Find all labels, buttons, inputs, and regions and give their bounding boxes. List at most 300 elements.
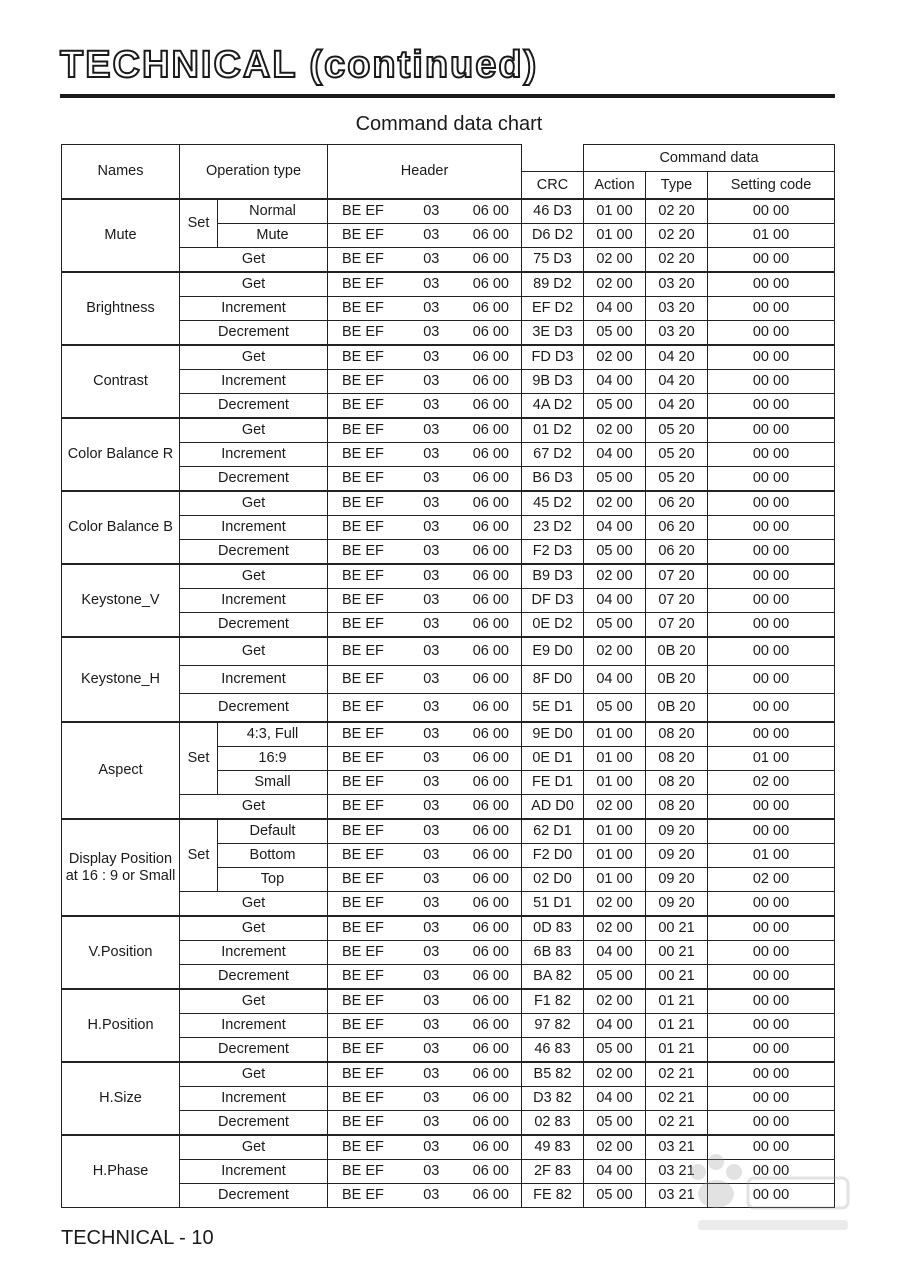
setting-code-cell: 00 00 [708, 370, 835, 394]
header-bytes-cell [328, 1014, 522, 1038]
action-cell: 05 00 [584, 1111, 646, 1136]
header-bytes-cell [328, 297, 522, 321]
header-byte: 06 00 [472, 750, 509, 767]
operation-cell: Get [180, 564, 328, 589]
header-byte: 06 00 [472, 568, 509, 585]
header-byte: 03 [423, 276, 440, 293]
operation-cell: Decrement [180, 965, 328, 990]
header-byte: 03 [423, 324, 440, 341]
operation-cell: Decrement [180, 1184, 328, 1208]
header-byte: BE EF [342, 568, 384, 585]
setting-code-cell: 00 00 [708, 491, 835, 516]
crc-cell: 01 D2 [522, 418, 584, 443]
type-cell: 06 20 [646, 540, 708, 565]
header-bytes [328, 993, 521, 1010]
header-byte: 03 [423, 446, 440, 463]
setting-code-cell: 00 00 [708, 418, 835, 443]
header-byte: 06 00 [472, 251, 509, 268]
header-bytes [328, 968, 521, 985]
type-cell: 04 20 [646, 370, 708, 394]
table-row [62, 564, 835, 589]
type-cell: 03 20 [646, 297, 708, 321]
group-name-cell: H.Position [62, 989, 180, 1062]
group-name-cell: Display Position at 16 : 9 or Small [62, 819, 180, 916]
table-row [62, 637, 835, 666]
header-byte: 03 [423, 671, 440, 688]
setting-code-cell: 00 00 [708, 272, 835, 297]
header-bytes [328, 300, 521, 317]
operation-cell: Get [180, 345, 328, 370]
table-row [62, 418, 835, 443]
header-byte: 03 [423, 920, 440, 937]
crc-cell: 46 83 [522, 1038, 584, 1063]
type-cell: 08 20 [646, 795, 708, 820]
header-byte: 03 [423, 349, 440, 366]
crc-cell: 89 D2 [522, 272, 584, 297]
crc-cell: 0E D1 [522, 747, 584, 771]
header-byte: BE EF [342, 227, 384, 244]
header-bytes [328, 895, 521, 912]
type-cell: 00 21 [646, 965, 708, 990]
header-bytes-cell [328, 771, 522, 795]
header-byte: 06 00 [472, 823, 509, 840]
header-bytes-cell [328, 1160, 522, 1184]
type-cell: 03 21 [646, 1135, 708, 1160]
action-cell: 01 00 [584, 747, 646, 771]
type-cell: 03 21 [646, 1160, 708, 1184]
header-byte: 03 [423, 251, 440, 268]
header-bytes [328, 1163, 521, 1180]
operation-cell: Get [180, 916, 328, 941]
header-bytes-cell [328, 795, 522, 820]
header-bytes-cell [328, 443, 522, 467]
header-byte: BE EF [342, 699, 384, 716]
header-byte: 06 00 [472, 847, 509, 864]
action-cell: 01 00 [584, 868, 646, 892]
header-bytes-cell [328, 965, 522, 990]
header-bytes [328, 324, 521, 341]
header-byte: 06 00 [472, 699, 509, 716]
header-byte: 06 00 [472, 300, 509, 317]
operation-cell: Get [180, 248, 328, 273]
crc-cell: 2F 83 [522, 1160, 584, 1184]
operation-cell: Decrement [180, 694, 328, 723]
action-cell: 02 00 [584, 795, 646, 820]
operation-cell: Increment [180, 443, 328, 467]
type-cell: 05 20 [646, 418, 708, 443]
setting-code-cell: 00 00 [708, 795, 835, 820]
crc-cell: 0D 83 [522, 916, 584, 941]
header-bytes [328, 1114, 521, 1131]
type-cell: 02 21 [646, 1087, 708, 1111]
header-byte: 06 00 [472, 592, 509, 609]
action-cell: 02 00 [584, 491, 646, 516]
group-name-cell: Color Balance R [62, 418, 180, 491]
header-byte: 03 [423, 774, 440, 791]
setting-code-cell: 00 00 [708, 916, 835, 941]
title-rule [60, 94, 835, 98]
col-header-names: Names [62, 145, 180, 200]
type-cell: 08 20 [646, 722, 708, 747]
header-byte: BE EF [342, 847, 384, 864]
header-byte: BE EF [342, 750, 384, 767]
table-row [62, 722, 835, 747]
table-row [62, 989, 835, 1014]
crc-cell: 67 D2 [522, 443, 584, 467]
operation-cell: Get [180, 637, 328, 666]
header-bytes-cell [328, 370, 522, 394]
operation-cell: Increment [180, 297, 328, 321]
header-byte: BE EF [342, 543, 384, 560]
operation-cell: Normal [218, 199, 328, 224]
header-byte: BE EF [342, 944, 384, 961]
header-byte: 03 [423, 592, 440, 609]
header-byte: 03 [423, 203, 440, 220]
header-bytes-cell [328, 722, 522, 747]
action-cell: 02 00 [584, 418, 646, 443]
type-cell: 09 20 [646, 819, 708, 844]
crc-cell: 23 D2 [522, 516, 584, 540]
header-bytes-cell [328, 516, 522, 540]
header-bytes-cell [328, 694, 522, 723]
header-byte: 03 [423, 643, 440, 660]
header-byte: 03 [423, 1114, 440, 1131]
crc-cell: 51 D1 [522, 892, 584, 917]
operation-cell: Decrement [180, 467, 328, 492]
setting-code-cell: 00 00 [708, 248, 835, 273]
header-byte: 03 [423, 519, 440, 536]
type-cell: 02 21 [646, 1111, 708, 1136]
header-byte: 03 [423, 300, 440, 317]
page-footer: TECHNICAL - 10 [61, 1227, 214, 1249]
action-cell: 02 00 [584, 1062, 646, 1087]
action-cell: 01 00 [584, 771, 646, 795]
crc-cell: 0E D2 [522, 613, 584, 638]
header-byte: BE EF [342, 1139, 384, 1156]
col-header-setting-code: Setting code [708, 172, 835, 200]
action-cell: 04 00 [584, 443, 646, 467]
header-byte: 03 [423, 373, 440, 390]
chart-subtitle: Command data chart [355, 113, 543, 135]
setting-code-cell: 00 00 [708, 941, 835, 965]
type-cell: 01 21 [646, 1038, 708, 1063]
type-cell: 09 20 [646, 892, 708, 917]
action-cell: 02 00 [584, 272, 646, 297]
header-byte: BE EF [342, 798, 384, 815]
header-bytes-cell [328, 1111, 522, 1136]
header-byte: BE EF [342, 643, 384, 660]
type-cell: 06 20 [646, 516, 708, 540]
type-cell: 01 21 [646, 989, 708, 1014]
header-byte: 06 00 [472, 798, 509, 815]
action-cell: 04 00 [584, 589, 646, 613]
header-byte: BE EF [342, 616, 384, 633]
operation-cell: Top [218, 868, 328, 892]
crc-cell: B6 D3 [522, 467, 584, 492]
setting-code-cell: 00 00 [708, 613, 835, 638]
header-byte: 03 [423, 847, 440, 864]
header-byte: 06 00 [472, 1114, 509, 1131]
header-byte: BE EF [342, 1017, 384, 1034]
crc-cell: E9 D0 [522, 637, 584, 666]
crc-cell: FE 82 [522, 1184, 584, 1208]
action-cell: 02 00 [584, 1135, 646, 1160]
action-cell: 05 00 [584, 965, 646, 990]
header-byte: 03 [423, 616, 440, 633]
operation-cell: Get [180, 1062, 328, 1087]
action-cell: 05 00 [584, 394, 646, 419]
header-byte: 06 00 [472, 1066, 509, 1083]
header-bytes-cell [328, 747, 522, 771]
header-byte: BE EF [342, 324, 384, 341]
header-byte: 03 [423, 1090, 440, 1107]
operation-cell: Mute [218, 224, 328, 248]
operation-cell: Get [180, 892, 328, 917]
operation-cell: Decrement [180, 613, 328, 638]
header-byte: 03 [423, 993, 440, 1010]
header-byte: 03 [423, 699, 440, 716]
table-row [62, 491, 835, 516]
setting-code-cell: 00 00 [708, 540, 835, 565]
header-bytes-cell [328, 868, 522, 892]
header-byte: BE EF [342, 993, 384, 1010]
header-byte: BE EF [342, 1041, 384, 1058]
action-cell: 02 00 [584, 892, 646, 917]
crc-cell: 75 D3 [522, 248, 584, 273]
header-byte: 06 00 [472, 643, 509, 660]
group-name-cell: Color Balance B [62, 491, 180, 564]
crc-cell: 02 D0 [522, 868, 584, 892]
header-byte: 06 00 [472, 373, 509, 390]
type-cell: 00 21 [646, 941, 708, 965]
group-name-cell: Contrast [62, 345, 180, 418]
header-bytes-cell [328, 637, 522, 666]
command-data-table [61, 144, 835, 1208]
header-byte: BE EF [342, 203, 384, 220]
setting-code-cell: 00 00 [708, 443, 835, 467]
header-bytes [328, 847, 521, 864]
header-bytes-cell [328, 345, 522, 370]
setting-code-cell: 02 00 [708, 868, 835, 892]
header-byte: BE EF [342, 726, 384, 743]
crc-cell: 9E D0 [522, 722, 584, 747]
header-byte: BE EF [342, 920, 384, 937]
type-cell: 03 20 [646, 321, 708, 346]
group-name-cell: H.Phase [62, 1135, 180, 1208]
header-byte: 03 [423, 823, 440, 840]
header-bytes [328, 519, 521, 536]
header-byte: 03 [423, 944, 440, 961]
type-cell: 04 20 [646, 345, 708, 370]
header-byte: 06 00 [472, 324, 509, 341]
setting-code-cell: 01 00 [708, 844, 835, 868]
setting-code-cell: 00 00 [708, 1062, 835, 1087]
type-cell: 00 21 [646, 916, 708, 941]
header-bytes-cell [328, 666, 522, 694]
type-cell: 0B 20 [646, 666, 708, 694]
col-header-operation-type: Operation type [180, 145, 328, 200]
crc-cell: 4A D2 [522, 394, 584, 419]
operation-cell: Increment [180, 666, 328, 694]
header-byte: 06 00 [472, 774, 509, 791]
header-byte: 03 [423, 1187, 440, 1204]
header-byte: 06 00 [472, 920, 509, 937]
operation-cell: Increment [180, 370, 328, 394]
setting-code-cell: 00 00 [708, 589, 835, 613]
operation-cell: Get [180, 272, 328, 297]
header-byte: BE EF [342, 871, 384, 888]
header-bytes-cell [328, 248, 522, 273]
action-cell: 04 00 [584, 1014, 646, 1038]
crc-cell: DF D3 [522, 589, 584, 613]
header-byte: 06 00 [472, 519, 509, 536]
header-bytes [328, 543, 521, 560]
header-byte: 06 00 [472, 944, 509, 961]
header-bytes [328, 227, 521, 244]
crc-cell: 49 83 [522, 1135, 584, 1160]
header-bytes [328, 823, 521, 840]
action-cell: 01 00 [584, 819, 646, 844]
header-byte: 03 [423, 750, 440, 767]
header-byte: BE EF [342, 422, 384, 439]
operation-cell: Increment [180, 516, 328, 540]
type-cell: 09 20 [646, 868, 708, 892]
header-bytes [328, 699, 521, 716]
header-bytes [328, 920, 521, 937]
crc-cell: 3E D3 [522, 321, 584, 346]
header-bytes [328, 871, 521, 888]
crc-cell: D3 82 [522, 1087, 584, 1111]
crc-cell: B5 82 [522, 1062, 584, 1087]
type-cell: 02 20 [646, 248, 708, 273]
header-byte: BE EF [342, 592, 384, 609]
header-byte: 06 00 [472, 993, 509, 1010]
action-cell: 05 00 [584, 321, 646, 346]
header-byte: 03 [423, 568, 440, 585]
operation-cell: Decrement [180, 1111, 328, 1136]
operation-cell: Get [180, 989, 328, 1014]
action-cell: 05 00 [584, 613, 646, 638]
type-cell: 05 20 [646, 443, 708, 467]
header-bytes [328, 643, 521, 660]
header-byte: BE EF [342, 1066, 384, 1083]
operation-cell: 16:9 [218, 747, 328, 771]
header-bytes [328, 1017, 521, 1034]
header-bytes-cell [328, 467, 522, 492]
header-bytes [328, 422, 521, 439]
operation-cell: Bottom [218, 844, 328, 868]
setting-code-cell: 00 00 [708, 1160, 835, 1184]
header-bytes [328, 495, 521, 512]
type-cell: 0B 20 [646, 637, 708, 666]
header-byte: 03 [423, 495, 440, 512]
crc-cell: 02 83 [522, 1111, 584, 1136]
header-byte: 06 00 [472, 495, 509, 512]
type-cell: 02 21 [646, 1062, 708, 1087]
group-name-cell: Keystone_H [62, 637, 180, 722]
header-bytes-cell [328, 1184, 522, 1208]
action-cell: 05 00 [584, 1184, 646, 1208]
header-bytes-cell [328, 321, 522, 346]
operation-cell: Decrement [180, 1038, 328, 1063]
header-bytes-cell [328, 394, 522, 419]
header-bytes-cell [328, 819, 522, 844]
crc-cell: BA 82 [522, 965, 584, 990]
operation-cell: Get [180, 1135, 328, 1160]
action-cell: 02 00 [584, 637, 646, 666]
header-byte: 03 [423, 470, 440, 487]
header-bytes-cell [328, 941, 522, 965]
group-name-cell: Aspect [62, 722, 180, 819]
table-row [62, 819, 835, 844]
type-cell: 07 20 [646, 564, 708, 589]
header-bytes-cell [328, 1062, 522, 1087]
header-byte: BE EF [342, 397, 384, 414]
header-byte: 03 [423, 1139, 440, 1156]
action-cell: 04 00 [584, 297, 646, 321]
setting-code-cell: 00 00 [708, 1014, 835, 1038]
setting-code-cell: 00 00 [708, 297, 835, 321]
setting-code-cell: 00 00 [708, 1038, 835, 1063]
header-byte: 03 [423, 1017, 440, 1034]
header-bytes [328, 1066, 521, 1083]
col-header-command-data: Command data [584, 145, 835, 172]
header-byte: 03 [423, 968, 440, 985]
col-header-crc: CRC [522, 172, 584, 200]
header-bytes [328, 203, 521, 220]
header-byte: 06 00 [472, 227, 509, 244]
header-byte: 06 00 [472, 203, 509, 220]
action-cell: 01 00 [584, 844, 646, 868]
header-bytes [328, 592, 521, 609]
type-cell: 03 21 [646, 1184, 708, 1208]
header-bytes [328, 349, 521, 366]
crc-cell: F2 D3 [522, 540, 584, 565]
set-label-cell: Set [180, 819, 218, 892]
table-row [62, 199, 835, 224]
header-bytes [328, 1139, 521, 1156]
operation-cell: Increment [180, 1014, 328, 1038]
header-bytes [328, 671, 521, 688]
header-byte: 06 00 [472, 397, 509, 414]
crc-cell: B9 D3 [522, 564, 584, 589]
header-byte: BE EF [342, 968, 384, 985]
header-byte: BE EF [342, 470, 384, 487]
table-row [62, 272, 835, 297]
crc-cell: FE D1 [522, 771, 584, 795]
header-bytes-cell [328, 613, 522, 638]
header-bytes-cell [328, 989, 522, 1014]
type-cell: 07 20 [646, 589, 708, 613]
header-bytes [328, 1187, 521, 1204]
header-byte: 06 00 [472, 871, 509, 888]
setting-code-cell: 00 00 [708, 694, 835, 723]
command-table-body [62, 199, 835, 1208]
operation-cell: Get [180, 418, 328, 443]
paw-watermark-icon [668, 1150, 858, 1240]
crc-cell: F2 D0 [522, 844, 584, 868]
action-cell: 04 00 [584, 666, 646, 694]
header-bytes [328, 397, 521, 414]
table-row [62, 345, 835, 370]
setting-code-cell: 00 00 [708, 467, 835, 492]
header-bytes [328, 750, 521, 767]
header-bytes-cell [328, 418, 522, 443]
header-byte: BE EF [342, 251, 384, 268]
group-name-cell: Mute [62, 199, 180, 272]
action-cell: 04 00 [584, 516, 646, 540]
page-title: TECHNICAL (continued) [60, 44, 539, 86]
